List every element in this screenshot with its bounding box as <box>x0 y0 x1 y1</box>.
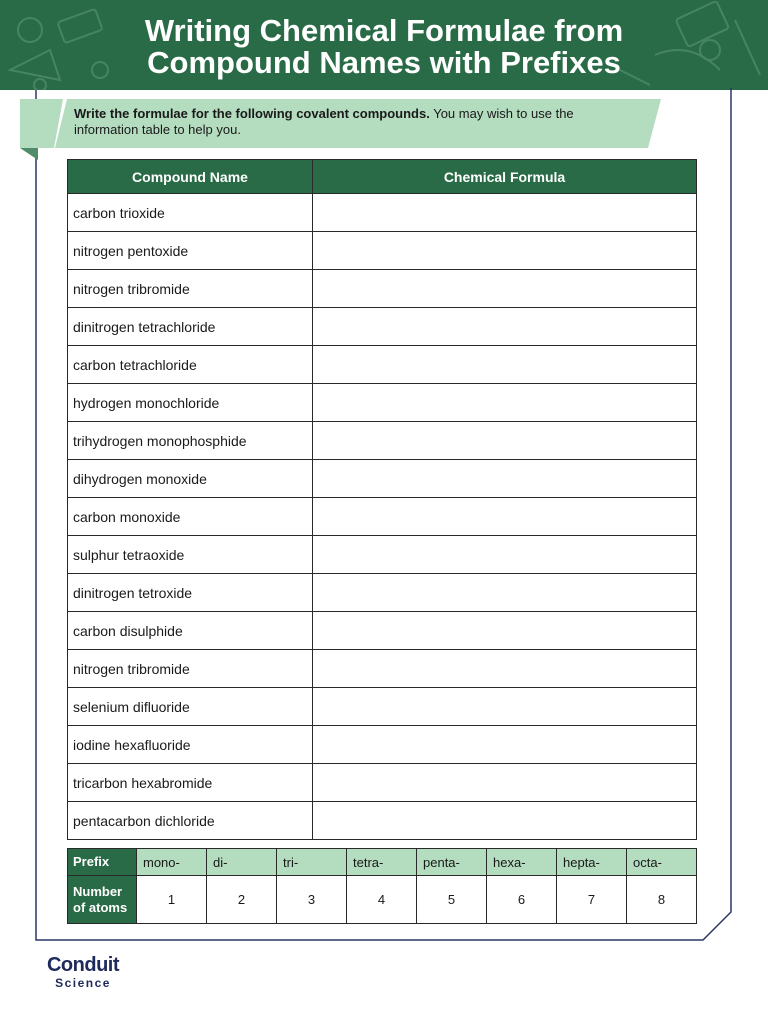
compound-name-cell: carbon disulphide <box>68 612 313 650</box>
compound-name-cell: tricarbon hexabromide <box>68 764 313 802</box>
formula-answer-cell[interactable] <box>313 270 697 308</box>
atom-count-cell: 7 <box>557 876 627 924</box>
compound-name-cell: dinitrogen tetroxide <box>68 574 313 612</box>
instruction-rest: You may wish to use the information table to help you. <box>74 106 574 137</box>
header-compound-name: Compound Name <box>68 160 313 194</box>
formula-answer-cell[interactable] <box>313 384 697 422</box>
count-label-line-2: of atoms <box>73 899 128 915</box>
table-row <box>68 802 697 840</box>
table-row <box>68 726 697 764</box>
compound-name-cell: carbon trioxide <box>68 194 313 232</box>
formula-answer-cell[interactable] <box>313 498 697 536</box>
table-row <box>68 346 697 384</box>
count-row <box>68 876 697 924</box>
conduit-science-logo <box>43 954 123 990</box>
prefix-cell: mono- <box>137 849 207 876</box>
table-header-row <box>68 160 697 194</box>
atom-count-cell: 8 <box>627 876 697 924</box>
table-row <box>68 384 697 422</box>
table-row <box>68 498 697 536</box>
formula-answer-cell[interactable] <box>313 726 697 764</box>
atom-count-cell: 4 <box>347 876 417 924</box>
table-row <box>68 308 697 346</box>
compound-name-cell: trihydrogen monophosphide <box>68 422 313 460</box>
instruction-text <box>74 106 634 138</box>
logo-brand: Conduit <box>46 954 120 976</box>
table-row <box>68 612 697 650</box>
count-label <box>68 876 137 924</box>
table-row <box>68 688 697 726</box>
compound-name-cell: nitrogen pentoxide <box>68 232 313 270</box>
compound-table <box>67 159 697 840</box>
table-row <box>68 422 697 460</box>
compound-name-cell: dinitrogen tetrachloride <box>68 308 313 346</box>
header-chemical-formula: Chemical Formula <box>313 160 697 194</box>
compound-name-cell: carbon monoxide <box>68 498 313 536</box>
atom-count-cell: 5 <box>417 876 487 924</box>
prefix-cell: hexa- <box>487 849 557 876</box>
formula-answer-cell[interactable] <box>313 194 697 232</box>
prefix-cell: tetra- <box>347 849 417 876</box>
compound-name-cell: pentacarbon dichloride <box>68 802 313 840</box>
table-row <box>68 194 697 232</box>
title-line-1: Writing Chemical Formulae from <box>144 13 624 48</box>
count-label-line-1: Number <box>73 883 123 899</box>
formula-answer-cell[interactable] <box>313 460 697 498</box>
formula-answer-cell[interactable] <box>313 232 697 270</box>
formula-answer-cell[interactable] <box>313 688 697 726</box>
compound-name-cell: dihydrogen monoxide <box>68 460 313 498</box>
atom-count-cell: 3 <box>277 876 347 924</box>
instruction-bold: Write the formulae for the following covalent compounds. <box>74 106 430 121</box>
table-row <box>68 764 697 802</box>
compound-name-cell: nitrogen tribromide <box>68 650 313 688</box>
prefix-label: Prefix <box>68 849 137 876</box>
atom-count-cell: 1 <box>137 876 207 924</box>
table-row <box>68 536 697 574</box>
atom-count-cell: 6 <box>487 876 557 924</box>
prefix-cell: hepta- <box>557 849 627 876</box>
compound-name-cell: hydrogen monochloride <box>68 384 313 422</box>
table-row <box>68 650 697 688</box>
formula-answer-cell[interactable] <box>313 536 697 574</box>
table-row <box>68 270 697 308</box>
prefix-cell: penta- <box>417 849 487 876</box>
compound-name-cell: sulphur tetraoxide <box>68 536 313 574</box>
compound-name-cell: iodine hexafluoride <box>68 726 313 764</box>
formula-answer-cell[interactable] <box>313 574 697 612</box>
compound-name-cell: carbon tetrachloride <box>68 346 313 384</box>
formula-answer-cell[interactable] <box>313 346 697 384</box>
prefix-cell: di- <box>207 849 277 876</box>
prefix-row <box>68 849 697 876</box>
formula-answer-cell[interactable] <box>313 422 697 460</box>
formula-answer-cell[interactable] <box>313 650 697 688</box>
compound-name-cell: nitrogen tribromide <box>68 270 313 308</box>
prefix-cell: octa- <box>627 849 697 876</box>
table-row <box>68 574 697 612</box>
atom-count-cell: 2 <box>207 876 277 924</box>
table-row <box>68 232 697 270</box>
prefix-table <box>67 848 697 924</box>
prefix-cell: tri- <box>277 849 347 876</box>
table-row <box>68 460 697 498</box>
title-line-2: Compound Names with Prefixes <box>147 45 621 80</box>
compound-name-cell: selenium difluoride <box>68 688 313 726</box>
formula-answer-cell[interactable] <box>313 802 697 840</box>
logo-sub: Science <box>55 976 111 990</box>
formula-answer-cell[interactable] <box>313 764 697 802</box>
formula-answer-cell[interactable] <box>313 612 697 650</box>
formula-answer-cell[interactable] <box>313 308 697 346</box>
